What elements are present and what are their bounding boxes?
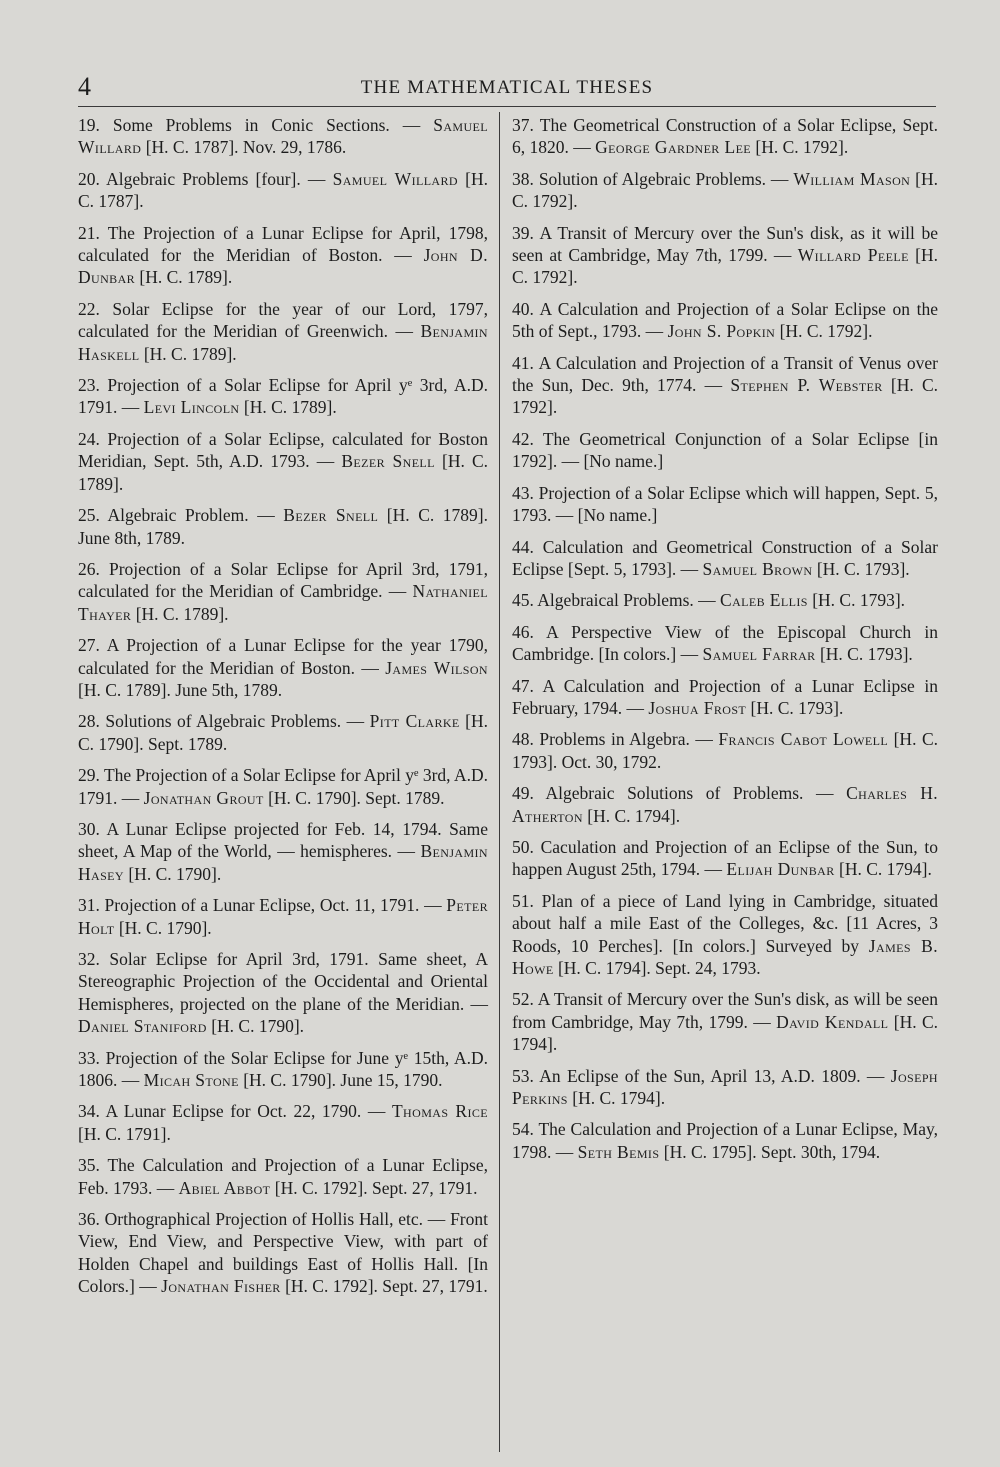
entry-author: John S. Popkin bbox=[667, 321, 776, 342]
page-header bbox=[78, 72, 936, 106]
entry-author: Abiel Abbot bbox=[178, 1177, 271, 1198]
thesis-entry bbox=[78, 374, 488, 419]
running-head: THE MATHEMATICAL THESES bbox=[360, 77, 654, 98]
entry-number: 30. bbox=[78, 818, 100, 839]
entry-citation: [H. C. 1789]. bbox=[239, 397, 337, 418]
thesis-entry bbox=[78, 710, 488, 755]
entry-title: The Projection of a Solar Eclipse for April yᵉ 3rd, A.D. 1791. — bbox=[78, 765, 488, 808]
left-column bbox=[78, 114, 488, 1307]
entry-number: 40. bbox=[512, 298, 534, 319]
entry-citation: [H. C. 1790]. bbox=[114, 917, 212, 938]
entry-title: An Eclipse of the Sun, April 13, A.D. 1809. — bbox=[539, 1065, 891, 1086]
entry-number: 50. bbox=[512, 836, 534, 857]
entry-citation: [H. C. 1793]. bbox=[746, 697, 844, 718]
entry-author: Bezer Snell bbox=[283, 505, 379, 526]
entry-author: Nathaniel Thayer bbox=[78, 581, 488, 624]
entry-citation: [H. C. 1793]. bbox=[807, 590, 906, 611]
entry-number: 29. bbox=[78, 765, 100, 786]
thesis-entry bbox=[78, 764, 488, 809]
entry-title: Some Problems in Conic Sections. — bbox=[112, 115, 434, 135]
entry-number: 37. bbox=[512, 115, 534, 135]
entry-author: Stephen P. Webster bbox=[730, 375, 883, 396]
entry-author: Peter Holt bbox=[78, 895, 489, 938]
entry-number: 42. bbox=[512, 428, 534, 449]
entry-citation: [H. C. 1789]. bbox=[131, 603, 229, 624]
entry-author: Samuel Willard bbox=[332, 168, 458, 189]
thesis-entry bbox=[78, 114, 488, 159]
entry-title: Algebraic Solutions of Problems. — bbox=[545, 783, 847, 804]
thesis-entry bbox=[512, 298, 938, 343]
entry-author: Levi Lincoln bbox=[143, 397, 240, 418]
entry-citation: [H. C. 1790]. bbox=[123, 863, 222, 884]
entry-citation: [H. C. 1792]. Sept. 27, 1791. bbox=[270, 1177, 478, 1198]
entry-number: 21. bbox=[78, 222, 100, 243]
entry-author: Elijah Dunbar bbox=[726, 859, 835, 880]
thesis-entry bbox=[512, 1065, 938, 1110]
entry-title: Projection of a Solar Eclipse for April 3rd, 1791, calculated for the Meridian of Cambridge. — bbox=[78, 558, 488, 602]
entry-citation: [H. C. 1790]. June 15, 1790. bbox=[238, 1070, 443, 1091]
entry-title: A Calculation and Projection of a Transit of Venus over the Sun, Dec. 9th, 1774. — bbox=[512, 352, 938, 396]
entry-author: Seth Bemis bbox=[577, 1141, 660, 1162]
entry-title: Algebraical Problems. — bbox=[537, 590, 721, 611]
entry-number: 24. bbox=[78, 428, 100, 449]
thesis-entry bbox=[78, 558, 488, 625]
entry-author: Jonathan Grout bbox=[143, 787, 264, 808]
entry-author: Pitt Clarke bbox=[369, 711, 460, 732]
entry-title: Solutions of Algebraic Problems. — bbox=[105, 711, 370, 732]
thesis-entry bbox=[78, 894, 488, 939]
entry-citation: [H. C. 1794]. bbox=[512, 1011, 939, 1055]
thesis-entry bbox=[512, 988, 938, 1055]
entry-author: Willard Peele bbox=[797, 245, 909, 266]
entry-number: 35. bbox=[78, 1155, 100, 1176]
entry-number: 32. bbox=[78, 949, 100, 969]
column-divider bbox=[499, 112, 500, 1452]
entry-number: 43. bbox=[512, 482, 534, 503]
entry-citation: [H. C. 1794]. bbox=[567, 1088, 666, 1109]
entry-number: 54. bbox=[512, 1119, 534, 1140]
entry-citation: [H. C. 1794]. bbox=[582, 805, 681, 826]
entry-author: John D. Dunbar bbox=[78, 245, 488, 288]
thesis-entry bbox=[78, 1047, 488, 1092]
entry-citation: [H. C. 1795]. Sept. 30th, 1794. bbox=[659, 1141, 881, 1162]
entry-title: A Transit of Mercury over the Sun's disk, as it will be seen at Cambridge, May 7th, 1799. — bbox=[512, 222, 938, 266]
entry-citation: [H. C. 1792]. bbox=[775, 321, 873, 342]
entry-title: The Geometrical Construction of a Solar Eclipse, Sept. 6, 1820. — bbox=[512, 115, 939, 158]
entry-citation: [H. C. 1792]. bbox=[751, 137, 849, 158]
entry-title: Plan of a piece of Land lying in Cambridge, situated about half a mile East of the Colleges, &c. [11 Acres, 3 Roods, 10 Perches]. [In colors.] Surveyed by bbox=[512, 890, 939, 956]
entry-title: Projection of a Solar Eclipse which will happen, Sept. 5, 1793. — [No name.] bbox=[512, 482, 938, 526]
entry-author: Caleb Ellis bbox=[720, 590, 808, 611]
entry-title: Projection of the Solar Eclipse for June yᵉ 15th, A.D. 1806. — bbox=[78, 1047, 489, 1091]
entry-author: Thomas Rice bbox=[391, 1101, 488, 1122]
entry-number: 38. bbox=[512, 168, 534, 189]
entry-number: 26. bbox=[78, 558, 100, 579]
entry-title: Algebraic Problem. — bbox=[107, 505, 284, 526]
entry-title: A Lunar Eclipse for Oct. 22, 1790. — bbox=[105, 1101, 392, 1122]
entry-number: 44. bbox=[512, 536, 534, 557]
entry-title: The Calculation and Projection of a Lunar Eclipse, Feb. 1793. — bbox=[78, 1155, 489, 1198]
thesis-entry bbox=[78, 1208, 488, 1298]
entry-citation: [H. C. 1794]. Sept. 24, 1793. bbox=[553, 958, 761, 978]
entry-title: Projection of a Solar Eclipse for April yᵉ 3rd, A.D. 1791. — bbox=[78, 375, 489, 418]
entry-title: Calculation and Geometrical Construction of a Solar Eclipse [Sept. 5, 1793]. — bbox=[512, 536, 938, 579]
entry-number: 39. bbox=[512, 222, 534, 243]
entry-citation: [H. C. 1794]. bbox=[834, 859, 932, 880]
entry-number: 20. bbox=[78, 168, 100, 189]
entry-number: 41. bbox=[512, 352, 534, 373]
entry-title: The Geometrical Conjunction of a Solar Eclipse [in 1792]. — [No name.] bbox=[512, 428, 938, 472]
entry-number: 53. bbox=[512, 1065, 534, 1086]
entry-author: Benjamin Hasey bbox=[78, 841, 488, 884]
entry-number: 47. bbox=[512, 675, 534, 696]
thesis-entry bbox=[512, 482, 938, 527]
entry-title: Algebraic Problems [four]. — bbox=[106, 168, 333, 189]
thesis-entry bbox=[78, 818, 488, 885]
entry-author: George Gardner Lee bbox=[595, 137, 752, 158]
entry-citation: [H. C. 1793]. Oct. 30, 1792. bbox=[512, 729, 938, 772]
entry-number: 46. bbox=[512, 621, 534, 642]
entry-citation: [H. C. 1789]. June 5th, 1789. bbox=[78, 679, 283, 700]
entry-author: Daniel Staniford bbox=[78, 1016, 207, 1037]
entry-author: Bezer Snell bbox=[341, 451, 435, 472]
entry-title: A Calculation and Projection of a Solar Eclipse on the 5th of Sept., 1793. — bbox=[512, 298, 938, 342]
entry-citation: [H. C. 1790]. bbox=[206, 1016, 305, 1037]
thesis-entry bbox=[78, 948, 488, 1038]
entry-title: The Projection of a Lunar Eclipse for April, 1798, calculated for the Meridian of Boston. — bbox=[78, 222, 489, 266]
entry-author: James Wilson bbox=[385, 657, 488, 678]
entry-title: Solution of Algebraic Problems. — bbox=[538, 168, 794, 189]
entry-number: 19. bbox=[78, 115, 100, 135]
entry-number: 36. bbox=[78, 1209, 100, 1230]
thesis-entry bbox=[512, 536, 938, 581]
entry-title: A Transit of Mercury over the Sun's disk, as will be seen from Cambridge, May 7th, 1799. — bbox=[512, 989, 938, 1032]
entry-title: Solar Eclipse for April 3rd, 1791. Same sheet, A Stereographic Projection of the Occidental and Oriental Hemispheres, projected on the plane of the Meridian. — bbox=[78, 949, 488, 1014]
entry-number: 23. bbox=[78, 375, 100, 396]
entry-citation: [H. C. 1789]. June 8th, 1789. bbox=[78, 505, 488, 548]
entry-title: The Calculation and Projection of a Lunar Eclipse, May, 1798. — bbox=[512, 1119, 938, 1162]
entry-number: 28. bbox=[78, 711, 100, 732]
page-number: 4 bbox=[78, 72, 91, 101]
thesis-entry bbox=[78, 1154, 488, 1199]
entry-citation: [H. C. 1791]. bbox=[78, 1123, 171, 1144]
entry-author: Samuel Brown bbox=[702, 558, 813, 579]
entry-number: 48. bbox=[512, 729, 534, 750]
entry-number: 33. bbox=[78, 1047, 100, 1068]
entry-title: Solar Eclipse for the year of our Lord, 1797, calculated for the Meridian of Greenwich. — bbox=[78, 298, 489, 342]
entry-title: Projection of a Solar Eclipse, calculated for Boston Meridian, Sept. 5th, A.D. 1793. — bbox=[78, 428, 488, 472]
entry-author: Jonathan Fisher bbox=[161, 1276, 281, 1297]
entry-citation: [H. C. 1793]. bbox=[815, 644, 913, 665]
entry-title: Caculation and Projection of an Eclipse of the Sun, to happen August 25th, 1794. — bbox=[512, 836, 938, 880]
entry-citation: [H. C. 1790]. Sept. 1789. bbox=[263, 787, 445, 808]
thesis-entry bbox=[78, 298, 488, 365]
right-column bbox=[512, 114, 938, 1172]
entry-number: 45. bbox=[512, 590, 534, 611]
entry-number: 27. bbox=[78, 635, 100, 656]
entry-title: A Projection of a Lunar Eclipse for the year 1790, calculated for the Meridian of Boston. — bbox=[78, 635, 489, 678]
entry-author: Charles H. Atherton bbox=[512, 783, 939, 826]
thesis-entry bbox=[512, 890, 938, 980]
thesis-entry bbox=[512, 168, 938, 213]
entry-author: Joseph Perkins bbox=[512, 1065, 938, 1109]
thesis-entry bbox=[512, 114, 938, 159]
entry-title: Orthographical Projection of Hollis Hall, etc. — Front View, End View, and Perspective View, with part of Holden Chapel and buildings East of Hollis Hall. [In Colors.] — bbox=[78, 1209, 488, 1297]
thesis-entry bbox=[78, 168, 488, 213]
entry-number: 31. bbox=[78, 895, 100, 916]
thesis-entry bbox=[512, 728, 938, 773]
entry-number: 22. bbox=[78, 298, 100, 319]
entry-citation: [H. C. 1792]. bbox=[512, 245, 938, 288]
entry-author: James B. Howe bbox=[512, 935, 938, 978]
entry-title: A Calculation and Projection of a Lunar Eclipse in February, 1794. — bbox=[512, 675, 938, 718]
thesis-entry bbox=[78, 222, 488, 289]
thesis-entry bbox=[512, 621, 938, 666]
entry-citation: [H. C. 1789]. bbox=[78, 451, 488, 494]
entry-title: Projection of a Lunar Eclipse, Oct. 11, 1791. — bbox=[104, 895, 447, 916]
entry-title: Problems in Algebra. — bbox=[539, 729, 719, 750]
entry-author: Benjamin Haskell bbox=[78, 321, 488, 364]
thesis-entry bbox=[512, 836, 938, 881]
thesis-entry bbox=[512, 589, 938, 611]
entry-number: 25. bbox=[78, 505, 100, 526]
entry-title: A Perspective View of the Episcopal Church in Cambridge. [In colors.] — bbox=[512, 621, 938, 665]
entry-title: A Lunar Eclipse projected for Feb. 14, 1794. Same sheet, A Map of the World, — hemispheres. — bbox=[78, 818, 488, 862]
entry-number: 51. bbox=[512, 890, 534, 911]
thesis-entry bbox=[78, 428, 488, 495]
thesis-entry bbox=[78, 634, 488, 701]
entry-citation: [H. C. 1789]. bbox=[135, 267, 233, 288]
entry-citation: [H. C. 1787]. bbox=[78, 168, 488, 212]
thesis-entry bbox=[512, 428, 938, 473]
thesis-entry bbox=[78, 504, 488, 549]
entry-citation: [H. C. 1792]. Sept. 27, 1791. bbox=[280, 1276, 488, 1297]
entry-citation: [H. C. 1792]. bbox=[512, 375, 938, 418]
entry-author: Joshua Frost bbox=[648, 697, 747, 718]
entry-author: Micah Stone bbox=[143, 1070, 239, 1091]
entry-author: Samuel Farrar bbox=[702, 644, 816, 665]
entry-citation: [H. C. 1790]. Sept. 1789. bbox=[78, 711, 488, 754]
entry-citation: [H. C. 1787]. Nov. 29, 1786. bbox=[141, 137, 347, 158]
thesis-entry bbox=[512, 782, 938, 827]
entry-author: David Kendall bbox=[776, 1011, 889, 1032]
entry-citation: [H. C. 1789]. bbox=[139, 343, 237, 364]
entry-author: Samuel Willard bbox=[78, 115, 488, 158]
thesis-entry bbox=[512, 222, 938, 289]
thesis-entry bbox=[512, 675, 938, 720]
entry-author: William Mason bbox=[793, 168, 911, 189]
entry-citation: [H. C. 1793]. bbox=[812, 558, 910, 579]
thesis-entry bbox=[512, 352, 938, 419]
header-rule bbox=[78, 106, 936, 107]
entry-number: 52. bbox=[512, 989, 534, 1010]
entry-citation: [H. C. 1792]. bbox=[512, 168, 939, 212]
thesis-entry bbox=[512, 1118, 938, 1163]
entry-author: Francis Cabot Lowell bbox=[718, 729, 889, 750]
entry-number: 34. bbox=[78, 1101, 100, 1122]
entry-number: 49. bbox=[512, 783, 534, 804]
thesis-entry bbox=[78, 1100, 488, 1145]
